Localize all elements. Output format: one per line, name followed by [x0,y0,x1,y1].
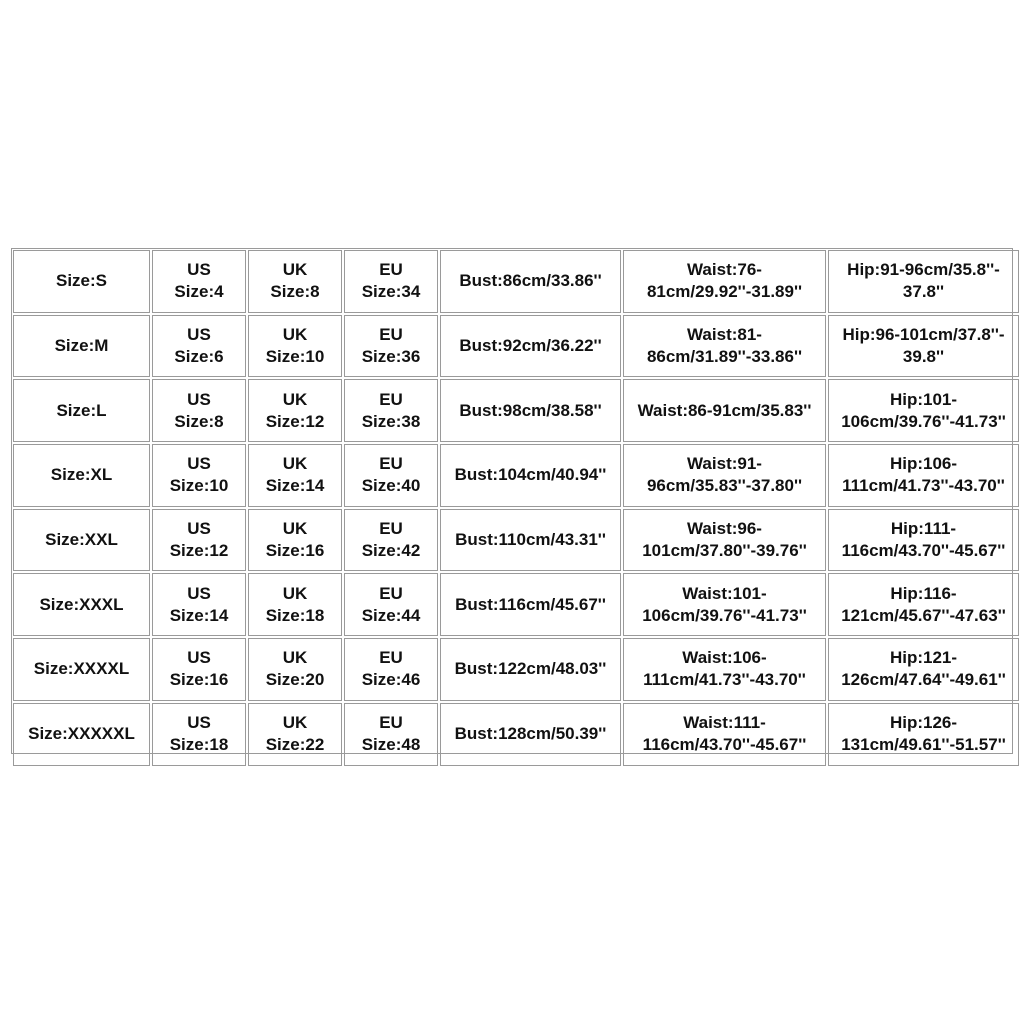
cell-line: Bust:92cm/36.22'' [459,336,602,356]
waist-measurement-cell [623,638,826,701]
cell-line: Size:6 [174,347,224,367]
cell-line: Bust:122cm/48.03'' [454,659,607,679]
cell-line: 37.8'' [902,282,945,302]
cell-text [362,324,421,368]
cell-line: Size:12 [265,411,325,431]
cell-line: Size:14 [265,476,325,496]
uk-size-cell [248,379,342,442]
cell-line: Size:16 [265,541,325,561]
size-label-cell [13,703,150,766]
cell-line: 126cm/47.64''-49.61'' [841,670,1006,690]
cell-text [266,712,325,756]
cell-line: EU [379,260,403,280]
cell-line: US [187,583,211,603]
cell-text [51,464,112,486]
cell-line: Size:S [55,271,108,291]
cell-line: UK [282,389,308,409]
us-size-cell [152,315,246,378]
hip-measurement-cell [828,703,1019,766]
cell-text [638,400,812,422]
cell-line: Size:18 [265,605,325,625]
waist-measurement-cell [623,315,826,378]
cell-text [55,335,109,357]
cell-text [362,712,421,756]
cell-line: Size:L [56,400,107,420]
cell-line: 116cm/43.70''-45.67'' [642,735,807,755]
cell-text [39,594,123,616]
cell-text [266,324,325,368]
waist-measurement-cell [623,509,826,572]
bust-measurement-cell [440,444,621,507]
cell-line: 106cm/39.76''-41.73'' [841,411,1006,431]
cell-text [455,658,607,680]
cell-text [28,723,135,745]
cell-text [842,453,1005,497]
cell-line: UK [282,325,308,345]
waist-measurement-cell [623,703,826,766]
cell-line: Size:40 [361,476,421,496]
cell-text [642,583,807,627]
cell-line: US [187,648,211,668]
cell-line: Size:10 [265,347,325,367]
eu-size-cell [344,315,438,378]
cell-line: Bust:128cm/50.39'' [454,724,607,744]
bust-measurement-cell [440,250,621,313]
cell-line: Size:XXXXXL [28,724,135,744]
cell-line: 39.8'' [902,347,945,367]
cell-text [455,529,606,551]
cell-line: EU [379,713,403,733]
uk-size-cell [248,250,342,313]
cell-text [362,647,421,691]
cell-text [34,658,129,680]
cell-line: Bust:98cm/38.58'' [459,400,602,420]
size-label-cell [13,379,150,442]
cell-line: 96cm/35.83''-37.80'' [646,476,803,496]
cell-text [841,647,1006,691]
cell-text [841,583,1006,627]
cell-line: Size:34 [361,282,421,302]
size-label-cell [13,573,150,636]
bust-measurement-cell [440,573,621,636]
cell-line: Bust:86cm/33.86'' [459,271,602,291]
cell-line: US [187,713,211,733]
us-size-cell [152,638,246,701]
cell-line: UK [282,713,308,733]
cell-line: Size:44 [361,605,421,625]
cell-line: Waist:81- [687,325,762,345]
cell-line: 116cm/43.70''-45.67'' [841,541,1006,561]
waist-measurement-cell [623,379,826,442]
cell-line: Bust:116cm/45.67'' [455,594,606,614]
cell-text [362,389,421,433]
cell-line: US [187,260,211,280]
eu-size-cell [344,638,438,701]
cell-line: US [187,454,211,474]
cell-line: Hip:121- [889,648,958,668]
cell-text [842,518,1006,562]
cell-line: Size:42 [361,541,421,561]
us-size-cell [152,573,246,636]
size-label-cell [13,315,150,378]
cell-text [459,400,601,422]
cell-text [455,464,607,486]
cell-line: Size:4 [174,282,224,302]
cell-text [266,453,325,497]
cell-line: EU [379,325,403,345]
eu-size-cell [344,379,438,442]
cell-line: 101cm/37.80''-39.76'' [642,541,807,561]
cell-line: EU [379,519,403,539]
hip-measurement-cell [828,379,1019,442]
cell-line: Hip:101- [889,389,958,409]
waist-measurement-cell [623,573,826,636]
cell-text [266,389,325,433]
cell-line: Size:48 [361,735,421,755]
cell-line: US [187,389,211,409]
cell-line: UK [282,454,308,474]
eu-size-cell [344,703,438,766]
cell-line: Bust:104cm/40.94'' [454,465,607,485]
uk-size-cell [248,638,342,701]
bust-measurement-cell [440,315,621,378]
cell-line: Size:16 [169,670,229,690]
bust-measurement-cell [440,509,621,572]
uk-size-cell [248,509,342,572]
cell-text [174,324,223,368]
cell-line: Hip:106- [889,454,958,474]
cell-line: Hip:96-101cm/37.8''- [842,325,1005,345]
cell-line: US [187,325,211,345]
cell-line: EU [379,389,403,409]
cell-line: 131cm/49.61''-51.57'' [841,735,1006,755]
cell-line: 86cm/31.89''-33.86'' [646,347,803,367]
cell-line: Waist:106- [682,648,767,668]
cell-line: Hip:91-96cm/35.8''- [847,260,1000,280]
cell-text [847,259,1000,303]
hip-measurement-cell [828,573,1019,636]
cell-line: Size:20 [265,670,325,690]
hip-measurement-cell [828,250,1019,313]
uk-size-cell [248,444,342,507]
cell-text [266,647,325,691]
size-label-cell [13,250,150,313]
cell-line: Hip:126- [889,713,958,733]
cell-text [362,259,421,303]
cell-line: Size:XXL [45,530,118,550]
cell-text [56,400,106,422]
cell-text [362,518,421,562]
cell-text [455,594,606,616]
waist-measurement-cell [623,250,826,313]
cell-line: Waist:96- [687,519,762,539]
size-label-cell [13,509,150,572]
cell-line: Size:18 [169,735,229,755]
cell-line: Size:8 [174,411,224,431]
cell-line: 106cm/39.76''-41.73'' [642,605,807,625]
eu-size-cell [344,573,438,636]
cell-text [841,712,1006,756]
cell-line: Size:XL [50,465,113,485]
cell-line: Size:8 [270,282,320,302]
cell-text [362,453,421,497]
cell-text [170,712,229,756]
us-size-cell [152,250,246,313]
cell-line: 111cm/41.73''-43.70'' [842,476,1005,496]
cell-line: 121cm/45.67''-47.63'' [841,605,1006,625]
cell-line: Size:46 [361,670,421,690]
cell-text [459,270,601,292]
size-label-cell [13,444,150,507]
us-size-cell [152,703,246,766]
cell-text [643,647,806,691]
cell-line: UK [282,583,308,603]
hip-measurement-cell [828,444,1019,507]
cell-line: Size:36 [361,347,421,367]
cell-line: Waist:76- [687,260,762,280]
cell-line: 81cm/29.92''-31.89'' [646,282,803,302]
hip-measurement-cell [828,315,1019,378]
eu-size-cell [344,250,438,313]
eu-size-cell [344,509,438,572]
cell-text [647,324,802,368]
cell-text [56,270,107,292]
cell-text [170,518,229,562]
cell-text [643,712,807,756]
bust-measurement-cell [440,638,621,701]
cell-line: Waist:86-91cm/35.83'' [637,400,812,420]
hip-measurement-cell [828,638,1019,701]
size-chart-table [11,248,1013,754]
cell-text [642,518,807,562]
cell-line: Hip:116- [890,583,957,603]
cell-text [266,518,325,562]
waist-measurement-cell [623,444,826,507]
cell-line: UK [282,519,308,539]
cell-text [841,389,1006,433]
cell-line: EU [379,648,403,668]
cell-line: Size:14 [169,605,229,625]
cell-line: Size:XXXL [39,594,124,614]
cell-line: Waist:111- [683,713,766,733]
cell-line: Size:12 [169,541,229,561]
cell-text [647,259,802,303]
cell-text [174,259,223,303]
cell-line: UK [282,648,308,668]
cell-text [174,389,223,433]
us-size-cell [152,444,246,507]
eu-size-cell [344,444,438,507]
cell-line: Size:38 [361,411,421,431]
cell-line: Waist:91- [687,454,762,474]
cell-line: Size:22 [265,735,325,755]
cell-line: Size:XXXXL [33,659,130,679]
cell-text [842,324,1004,368]
cell-line: Bust:110cm/43.31'' [455,530,606,550]
bust-measurement-cell [440,379,621,442]
uk-size-cell [248,573,342,636]
hip-measurement-cell [828,509,1019,572]
cell-text [455,723,607,745]
cell-text [647,453,802,497]
cell-line: Waist:101- [682,583,767,603]
cell-text [270,259,319,303]
cell-line: EU [379,454,403,474]
cell-text [170,647,229,691]
cell-text [266,583,325,627]
bust-measurement-cell [440,703,621,766]
uk-size-cell [248,315,342,378]
cell-line: UK [282,260,308,280]
cell-line: Size:M [54,336,109,356]
uk-size-cell [248,703,342,766]
size-label-cell [13,638,150,701]
cell-text [362,583,421,627]
cell-text [45,529,118,551]
cell-text [459,335,601,357]
us-size-cell [152,379,246,442]
cell-line: Hip:111- [890,519,957,539]
cell-line: 111cm/41.73''-43.70'' [643,670,806,690]
cell-line: US [187,519,211,539]
cell-text [170,453,229,497]
cell-text [170,583,229,627]
us-size-cell [152,509,246,572]
cell-line: EU [379,583,403,603]
cell-line: Size:10 [169,476,229,496]
